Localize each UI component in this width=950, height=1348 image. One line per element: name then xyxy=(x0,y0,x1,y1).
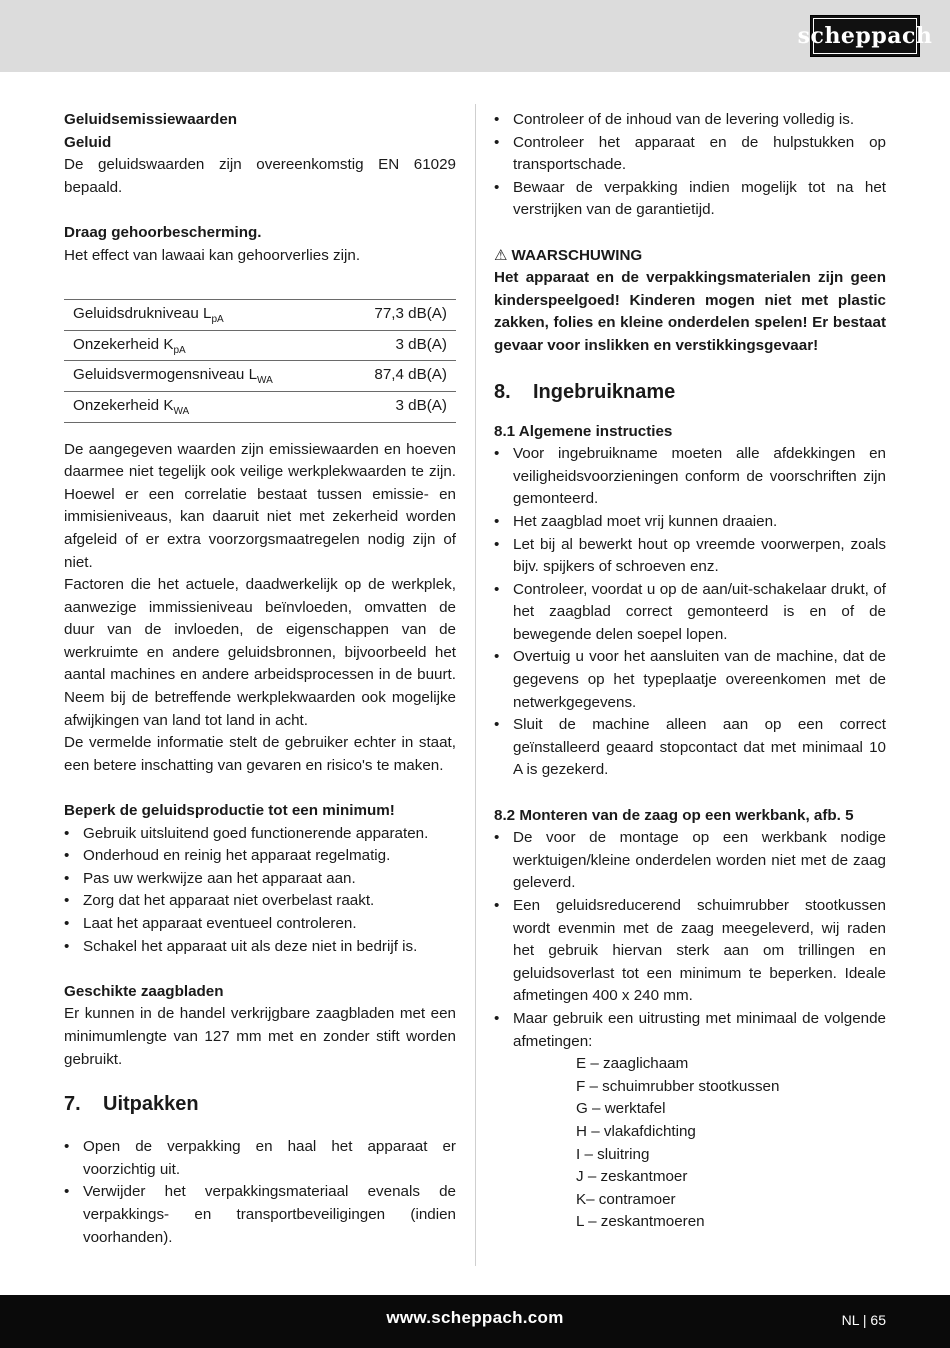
check-list xyxy=(494,109,886,222)
mount-list xyxy=(494,827,886,1053)
table-value: 77,3 dB(A) xyxy=(341,300,456,331)
footer-bar xyxy=(0,1295,950,1348)
list-item: • Het zaagblad moet vrij kunnen draaien. xyxy=(494,511,886,534)
list-item: • Overtuig u voor het aansluiten van de machine, dat de gegevens op het typeplaatje overeenkomen met de netwerkgegevens. xyxy=(494,646,886,714)
table-value: 3 dB(A) xyxy=(341,391,456,422)
list-item: • Open de verpakking en haal het apparaat er voorzichtig uit. xyxy=(64,1136,456,1181)
general-heading: 8.1 Algemene instructies xyxy=(494,422,673,440)
noise-subheading: Geluid xyxy=(64,133,112,151)
list-item: • Schakel het apparaat uit als deze niet in bedrijf is. xyxy=(64,936,456,959)
list-item: • Pas uw werkwijze aan het apparaat aan. xyxy=(64,868,456,891)
section-8-heading xyxy=(494,377,886,407)
emission-paragraph-3: De vermelde informatie stelt de gebruiker echter in staat, een betere inschatting van gevaren en risico's te maken. xyxy=(64,734,456,774)
parts-list xyxy=(576,1053,886,1234)
hearing-heading: Draag gehoorbescherming. xyxy=(64,223,262,241)
noise-values-table xyxy=(64,299,456,422)
hearing-text: Het effect van lawaai kan gehoorverlies zijn. xyxy=(64,246,361,264)
table-label: Geluidsvermogensniveau $L_{WA}$ xyxy=(64,361,341,392)
table-label: Onzekerheid $K_{pA}$ xyxy=(64,330,341,361)
list-item: • Sluit de machine alleen aan op een correct geïnstalleerd geaard stopcontact dat met minimaal 10 A is gezekerd. xyxy=(494,714,886,782)
column-divider xyxy=(475,104,476,1266)
brand-logo xyxy=(797,15,933,57)
warning-label: WAARSCHUWING xyxy=(511,246,643,264)
emission-paragraph-1: De aangegeven waarden zijn emissiewaarden en hoeven daarmee niet tegelijk ook veilige werkplekwaarden te zijn. Hoewel er een correlatie bestaat tussen emissie- en immisieniveaus, kan daaruit niet met zekerheid worden afgeleid of er extra voorzorgsmaatregelen nodig zijn of niet. xyxy=(64,440,456,571)
list-item: • Laat het apparaat eventueel controleren. xyxy=(64,913,456,936)
unpack-list xyxy=(64,1136,456,1249)
table-row xyxy=(64,361,456,392)
part-item: H – vlakafdichting xyxy=(576,1122,696,1140)
blades-text: Er kunnen in de handel verkrijgbare zaagbladen met een minimumlengte van 127 mm met en zonder stift worden gebruikt. xyxy=(64,1005,456,1068)
list-item: • Onderhoud en reinig het apparaat regelmatig. xyxy=(64,845,456,868)
list-item: • Gebruik uitsluitend goed functionerende apparaten. xyxy=(64,823,456,846)
left-column xyxy=(64,109,456,1249)
section-title: Ingebruikname xyxy=(533,380,676,403)
list-item: • Bewaar de verpakking indien mogelijk tot na het verstrijken van de garantietijd. xyxy=(494,177,886,222)
list-item: • De voor de montage op een werkbank nodige werktuigen/kleine onderdelen worden niet met de zaag geleverd. xyxy=(494,827,886,895)
list-item: • Zorg dat het apparaat niet overbelast raakt. xyxy=(64,890,456,913)
warning-triangle-icon: ⚠ xyxy=(494,246,508,264)
list-item: • Controleer het apparaat en de hulpstukken op transportschade. xyxy=(494,132,886,177)
list-item: • Let bij al bewerkt hout op vreemde voorwerpen, zoals bijv. spijkers of schroeven enz. xyxy=(494,534,886,579)
part-item: L – zeskantmoeren xyxy=(576,1213,705,1231)
warning-heading xyxy=(494,245,886,268)
table-value: 3 dB(A) xyxy=(341,330,456,361)
part-item: G – werktafel xyxy=(576,1100,666,1118)
header-bar xyxy=(0,0,950,72)
section-7-heading xyxy=(64,1089,456,1119)
right-column xyxy=(494,109,886,1234)
list-item: • Controleer, voordat u op de aan/uit-schakelaar drukt, of het zaagblad correct gemonteerd is en of de bewegende delen soepel lopen. xyxy=(494,579,886,647)
list-item: • Controleer of de inhoud van de levering volledig is. xyxy=(494,109,886,132)
section-number: 7. xyxy=(64,1093,81,1116)
table-value: 87,4 dB(A) xyxy=(341,361,456,392)
noise-text: De geluidswaarden zijn overeenkomstig EN 61029 bepaald. xyxy=(64,156,456,196)
warning-text: Het apparaat en de verpakkingsmaterialen zijn geen kinderspeelgoed! Kinderen mogen niet met plastic zakken, folies en kleine onderdelen spelen! Er bestaat gevaar voor inslikken en verstikkingsgevaar! xyxy=(494,269,886,354)
blades-heading: Geschikte zaagbladen xyxy=(64,982,224,1000)
section-number: 8. xyxy=(494,380,511,403)
list-item: • Een geluidsreducerend schuimrubber stootkussen wordt evenmin met de zaag meegeleverd, wij raden het gebruik hiervan sterk aan om trillingen en geluidsoverlast tot een minimum te beperken. Ideale afmetingen 400 x 240 mm. xyxy=(494,895,886,1008)
limit-list xyxy=(64,823,456,959)
mount-heading: 8.2 Monteren van de zaag op een werkbank, afb. 5 xyxy=(494,806,854,824)
table-row xyxy=(64,330,456,361)
section-title: Uitpakken xyxy=(103,1093,199,1116)
emission-paragraph-2: Factoren die het actuele, daadwerkelijk op de werkplek, aanwezige immissieniveau beïnvloeden, omvatten de duur van de invloeden, de eigenschappen van de werkruimte en andere geluidsbronnen, bijvoorbeeld het aantal machines en andere arbeidsprocessen in de buurt. Neem bij de betreffende werkplekwaarden ook mogelijke afwijkingen van land tot land in acht. xyxy=(64,576,456,729)
part-item: I – sluitring xyxy=(576,1145,650,1163)
part-item: J – zeskantmoer xyxy=(576,1168,688,1186)
brand-logo-text: scheppach xyxy=(797,22,933,49)
table-label: Onzekerheid $K_{WA}$ xyxy=(64,391,341,422)
list-item: • Verwijder het verpakkingsmateriaal evenals de verpakkings- en transportbeveiligingen (indien voorhanden). xyxy=(64,1181,456,1249)
table-label: Geluidsdrukniveau $L_{pA}$ xyxy=(64,300,341,331)
list-item: • Maar gebruik een uitrusting met minimaal de volgende afmetingen: xyxy=(494,1008,886,1053)
part-item: E – zaaglichaam xyxy=(576,1055,689,1073)
noise-heading: Geluidsemissiewaarden xyxy=(64,111,238,128)
general-list xyxy=(494,443,886,782)
list-item: • Voor ingebruikname moeten alle afdekkingen en veiligheidsvoorzieningen conform de voorschriften zijn gemonteerd. xyxy=(494,443,886,511)
page-number: NL | 65 xyxy=(841,1312,886,1328)
website-link[interactable]: www.scheppach.com xyxy=(386,1308,564,1327)
part-item: F – schuimrubber stootkussen xyxy=(576,1077,780,1095)
table-row xyxy=(64,391,456,422)
part-item: K– contramoer xyxy=(576,1190,676,1208)
limit-heading: Beperk de geluidsproductie tot een minimum! xyxy=(64,802,395,820)
table-row xyxy=(64,300,456,331)
